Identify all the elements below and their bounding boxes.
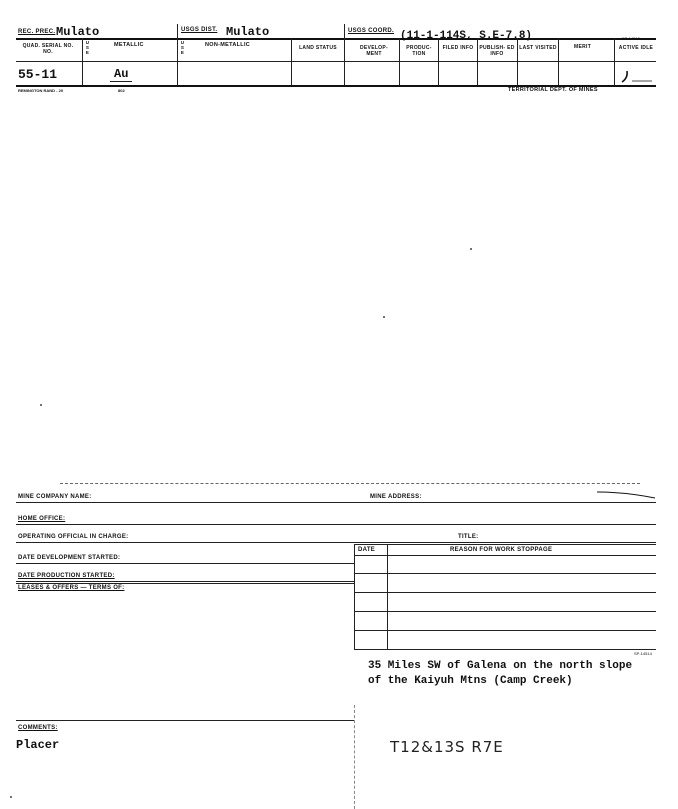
footer-right: TERRITORIAL DEPT. OF MINES [508,87,598,93]
card-edge-mark [595,484,657,502]
col-filed-info: FILED INFO [442,45,474,51]
title-label: TITLE: [458,534,479,540]
col-merit: MERIT [574,44,592,50]
col-production: PRODUC- TION [406,45,432,57]
col-last-visited: LAST VISITED [519,45,557,51]
operating-official-label: OPERATING OFFICIAL IN CHARGE: [18,534,129,540]
stoppage-date-label: DATE [358,547,376,553]
col-non-metallic: NON-METALLIC [205,42,251,48]
col-use-1: U S E [85,40,90,55]
stoppage-reason-label: REASON FOR WORK STOPPAGE [450,547,553,553]
form-code: SP-14515 [622,36,640,41]
location-line-1: 35 Miles SW of Galena on the north slope [368,660,633,672]
metallic-value: Au [114,67,129,81]
date-production-label: DATE PRODUCTION STARTED: [18,573,115,579]
col-active-idle: ACTIVE IDLE [618,45,654,51]
handwritten-note: T12&13S R7E [390,738,504,756]
footer-left: REMINGTON RAND - 20 [18,88,64,93]
scan-speck [10,796,12,798]
comments-label: COMMENTS: [18,725,58,731]
home-office-label: HOME OFFICE: [18,516,66,522]
scan-speck [383,316,385,318]
leases-label: LEASES & OFFERS — TERMS OF: [18,585,125,591]
col-quad-serial: QUAD. SERIAL NO. NO. [22,43,74,55]
col-published-info: PUBLISH- ED INFO [479,45,515,57]
footer-left-code: 802 [118,88,125,93]
date-development-label: DATE DEVELOPMENT STARTED: [18,555,121,561]
col-land-status: LAND STATUS [299,45,337,51]
comments-value: Placer [16,738,60,752]
scan-speck [470,248,472,250]
usgs-coord-value: (11-1-114S, S.E-7.8) [400,30,533,42]
col-development: DEVELOP- MENT [360,45,388,57]
check-mark-icon [618,66,654,86]
col-metallic: METALLIC [114,42,144,48]
mine-company-name-label: MINE COMPANY NAME: [18,494,92,500]
usgs-coord-label: USGS COORD. [348,28,394,34]
form-code-2: SP-14514 [634,651,652,656]
rec-prec-label: REC. PREC. [18,29,56,35]
scan-speck [40,404,42,406]
usgs-dist-label: USGS DIST. [181,27,218,33]
col-use-2: U S E [180,40,185,55]
rec-prec-value: Mulato [56,25,100,39]
quad-serial-value: 55-11 [18,67,58,82]
usgs-dist-value: Mulato [226,25,270,39]
mine-address-label: MINE ADDRESS: [370,494,422,500]
location-line-2: of the Kaiyuh Mtns (Camp Creek) [368,675,573,687]
